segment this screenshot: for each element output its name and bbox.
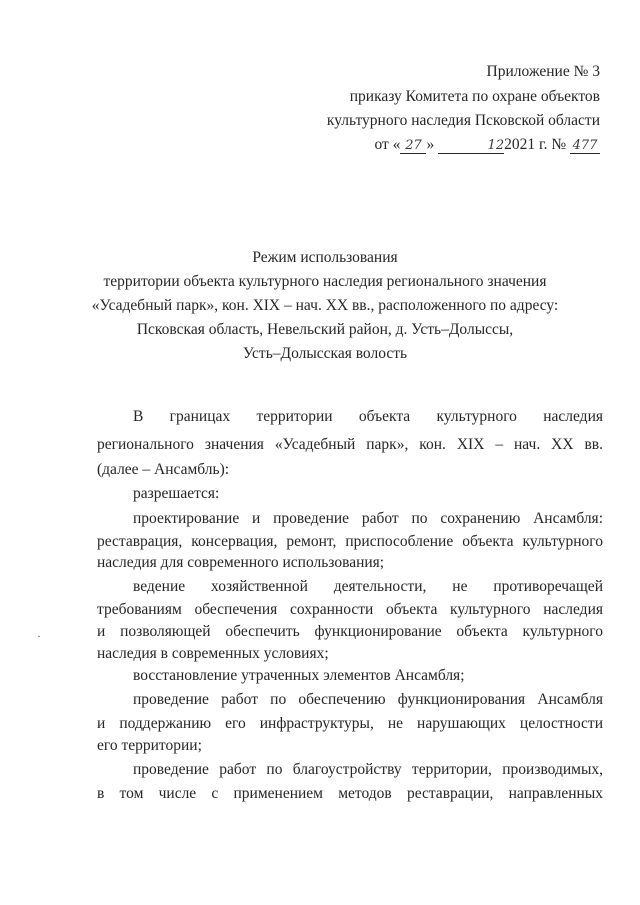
order-reference-line2: культурного наследия Псковской области — [326, 112, 600, 129]
body-line-14: и поддержанию его инфраструктуры, не нарушающих целостности — [97, 715, 603, 732]
body-line-6: реставрация, консервация, ремонт, приспособление объекта культурного — [97, 533, 603, 550]
date-month: 12 — [438, 139, 504, 154]
body-line-7: наследия для современного использования; — [97, 554, 385, 571]
appendix-number: Приложение № 3 — [486, 63, 600, 80]
body-line-3: (далее – Ансамбль): — [97, 461, 230, 478]
body-line-11: наследия в современных условиях; — [97, 645, 329, 662]
body-line-15: его территории; — [97, 737, 202, 754]
body-line-9: требованиям обеспечения сохранности объекта культурного наследия — [97, 601, 603, 618]
document-title: Режим использования — [252, 249, 398, 266]
scan-speck — [38, 636, 40, 637]
body-line-5: проектирование и проведение работ по сохранению Ансамбля: — [133, 510, 603, 527]
body-line-4: разрешается: — [133, 485, 220, 502]
body-line-13: проведение работ по обеспечению функционирования Ансамбля — [133, 691, 603, 708]
date-day: 27 — [400, 139, 426, 154]
body-line-8: ведение хозяйственной деятельности, не противоречащей — [133, 578, 603, 595]
body-line-16: проведение работ по благоустройству территории, производимых, — [133, 761, 603, 778]
date-quote-close: » — [426, 136, 435, 153]
body-line-12: восстановление утраченных элементов Ансамбля; — [133, 667, 465, 684]
order-number: 477 — [570, 139, 600, 154]
date-prefix: от « — [374, 136, 401, 153]
title-line-5: Усть–Долысская волость — [242, 345, 408, 362]
body-line-17: в том числе с применением методов реставрации, направленных — [97, 785, 603, 802]
title-line-2: территории объекта культурного наследия регионального значения — [103, 273, 547, 290]
body-line-2: регионального значения «Усадебный парк», кон. XIX – нач. XX вв. — [97, 436, 603, 453]
order-reference-line1: приказу Комитета по охране объектов — [349, 88, 600, 105]
title-line-4: Псковская область, Невельский район, д. Усть–Долыссы, — [136, 321, 514, 338]
body-line-10: и позволяющей обеспечить функционирование объекта культурного — [97, 623, 603, 640]
body-line-1: В границах территории объекта культурного наследия — [133, 408, 603, 425]
order-date-line — [300, 135, 600, 155]
title-line-3: «Усадебный парк», кон. XIX – нач. XX вв., расположенного по адресу: — [91, 297, 559, 314]
date-year: 2021 г. № — [504, 136, 567, 153]
